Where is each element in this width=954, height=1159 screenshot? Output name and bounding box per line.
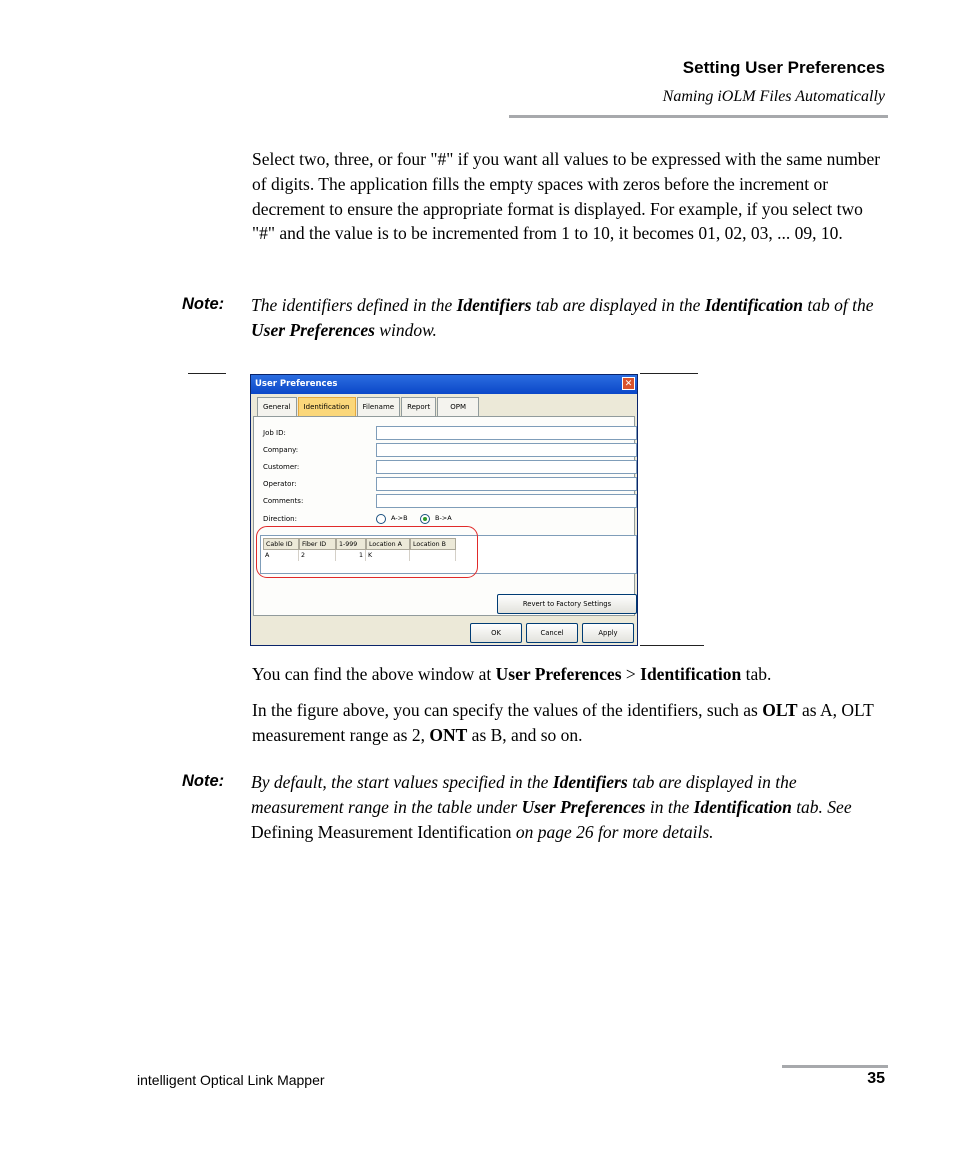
- operator-label: Operator:: [263, 480, 297, 488]
- close-icon[interactable]: ✕: [622, 377, 635, 390]
- figure-frame-line: [640, 645, 704, 646]
- location-paragraph: You can find the above window at User Preferences > Identification tab.: [252, 664, 772, 684]
- page-number: 35: [867, 1070, 885, 1087]
- column-header-fiber-id[interactable]: Fiber ID: [299, 538, 336, 550]
- note-label: Note:: [182, 295, 225, 313]
- figure-frame-line: [188, 373, 226, 374]
- operator-field[interactable]: [376, 477, 637, 491]
- customer-field[interactable]: [376, 460, 637, 474]
- tab-opm[interactable]: OPM: [437, 397, 479, 416]
- direction-label: Direction:: [263, 515, 297, 523]
- table-cell[interactable]: 2: [299, 550, 336, 561]
- window-title: User Preferences: [251, 375, 637, 394]
- cross-reference-link[interactable]: Defining Measurement Identification: [251, 821, 512, 842]
- comments-label: Comments:: [263, 497, 304, 505]
- tab-identification[interactable]: Identification: [298, 397, 356, 416]
- table-cell[interactable]: K: [366, 550, 410, 561]
- tab-report[interactable]: Report: [401, 397, 436, 416]
- tab-general[interactable]: General: [257, 397, 297, 416]
- note-label: Note:: [182, 772, 225, 790]
- apply-button[interactable]: Apply: [582, 623, 634, 643]
- figure-frame-line: [640, 373, 698, 374]
- cancel-button[interactable]: Cancel: [526, 623, 578, 643]
- intro-paragraph: Select two, three, or four "#" if you want all values to be expressed with the same number of digits. The application fills the empty spaces with zeros before the increment or decrement to ensure the appropriate format is displayed. For example, if you select two "#" and the value is to be incremented from 1 to 10, it becomes 01, 02, 03, ... 09, 10.: [252, 149, 881, 244]
- ok-button[interactable]: OK: [470, 623, 522, 643]
- footer-product-name: intelligent Optical Link Mapper: [137, 1072, 325, 1088]
- header-rule: [509, 115, 888, 118]
- example-paragraph: In the figure above, you can specify the values of the identifiers, such as OLT as A, OLT measurement range as 2, ONT as B, and so on.: [252, 700, 874, 745]
- column-header-range[interactable]: 1-999: [336, 538, 366, 550]
- direction-a-to-b-radio[interactable]: [376, 514, 386, 524]
- job-id-field[interactable]: [376, 426, 637, 440]
- tab-filename[interactable]: Filename: [357, 397, 401, 416]
- column-header-location-b[interactable]: Location B: [410, 538, 456, 550]
- user-preferences-window: [250, 374, 638, 646]
- highlight-ellipse: [256, 526, 478, 578]
- company-label: Company:: [263, 446, 299, 454]
- company-field[interactable]: [376, 443, 637, 457]
- direction-a-to-b-label: A->B: [391, 514, 408, 522]
- tab-bar: [257, 397, 480, 417]
- direction-b-to-a-radio[interactable]: [420, 514, 430, 524]
- table-cell[interactable]: A: [263, 550, 299, 561]
- running-header-title: Setting User Preferences: [682, 58, 885, 77]
- note-text: The identifiers defined in the Identifiers tab are displayed in the Identification tab of the User Preferences window.: [251, 295, 874, 340]
- note-text: By default, the start values specified in the Identifiers tab are displayed in the measurement range in the table under User Preferences in the Identification tab. See Defining Measurement Identification on page 26 for more details.: [251, 772, 852, 842]
- table-cell[interactable]: 1: [336, 550, 366, 561]
- revert-to-factory-settings-button[interactable]: Revert to Factory Settings: [497, 594, 637, 614]
- comments-field[interactable]: [376, 494, 637, 508]
- footer-rule: [782, 1065, 888, 1068]
- job-id-label: Job ID:: [263, 429, 286, 437]
- column-header-cable-id[interactable]: Cable ID: [263, 538, 299, 550]
- direction-b-to-a-label: B->A: [435, 514, 452, 522]
- column-header-location-a[interactable]: Location A: [366, 538, 410, 550]
- customer-label: Customer:: [263, 463, 300, 471]
- running-header-subtitle: Naming iOLM Files Automatically: [662, 88, 885, 105]
- identification-panel: [253, 416, 635, 616]
